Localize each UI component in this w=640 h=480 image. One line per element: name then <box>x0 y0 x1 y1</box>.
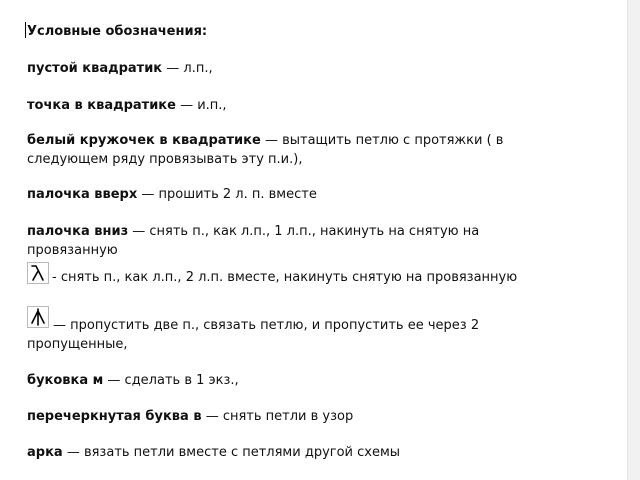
legend-item-triple-stroke <box>27 316 507 354</box>
legend-term: арка <box>27 445 63 460</box>
legend-item-stick-up <box>27 185 587 204</box>
legend-item-white-circle <box>27 131 527 169</box>
legend-item-crossed-v <box>27 407 587 426</box>
legend-term: точка в квадратике <box>27 98 176 113</box>
legend-desc: — снять п., как л.п., 1 л.п., накинуть на снятую на провязанную <box>27 224 480 258</box>
legend-desc: - снять п., как л.п., 2 л.п. вместе, накинуть снятую на провязанную <box>52 270 518 285</box>
legend-item-letter-m <box>27 371 587 390</box>
legend-desc: — вязать петли вместе с петлями другой схемы <box>62 445 401 460</box>
legend-title: Условные обозначения: <box>27 24 208 39</box>
legend-item-empty-square <box>27 59 587 78</box>
legend-term: палочка вверх <box>27 187 138 202</box>
legend-desc: — сделать в 1 экз., <box>103 373 239 388</box>
legend-term: буковка м <box>27 373 104 388</box>
legend-desc: — и.п., <box>175 98 227 113</box>
legend-item-lambda <box>52 268 612 287</box>
legend-item-dot-square <box>27 96 587 115</box>
legend-item-arch <box>27 443 587 462</box>
legend-term: перечеркнутая буква в <box>27 409 202 424</box>
legend-desc: — снять петли в узор <box>201 409 354 424</box>
legend-desc: — вытащить петлю с протяжки ( в следующем ряду провязывать эту п.и.), <box>27 133 504 167</box>
legend-desc: — л.п., <box>162 61 213 76</box>
legend-term: белый кружочек в квадратике <box>27 133 261 148</box>
legend-item-stick-down <box>27 222 507 260</box>
legend-term: пустой квадратик <box>27 61 163 76</box>
legend-desc: — прошить 2 л. п. вместе <box>137 187 317 202</box>
legend-term: палочка вниз <box>27 224 129 239</box>
legend-desc: — пропустить две п., связать петлю, и пропустить ее через 2 пропущенные, <box>27 318 480 352</box>
vertical-scrollbar[interactable] <box>627 0 640 480</box>
text-cursor <box>25 22 26 38</box>
lambda-icon <box>27 262 49 284</box>
